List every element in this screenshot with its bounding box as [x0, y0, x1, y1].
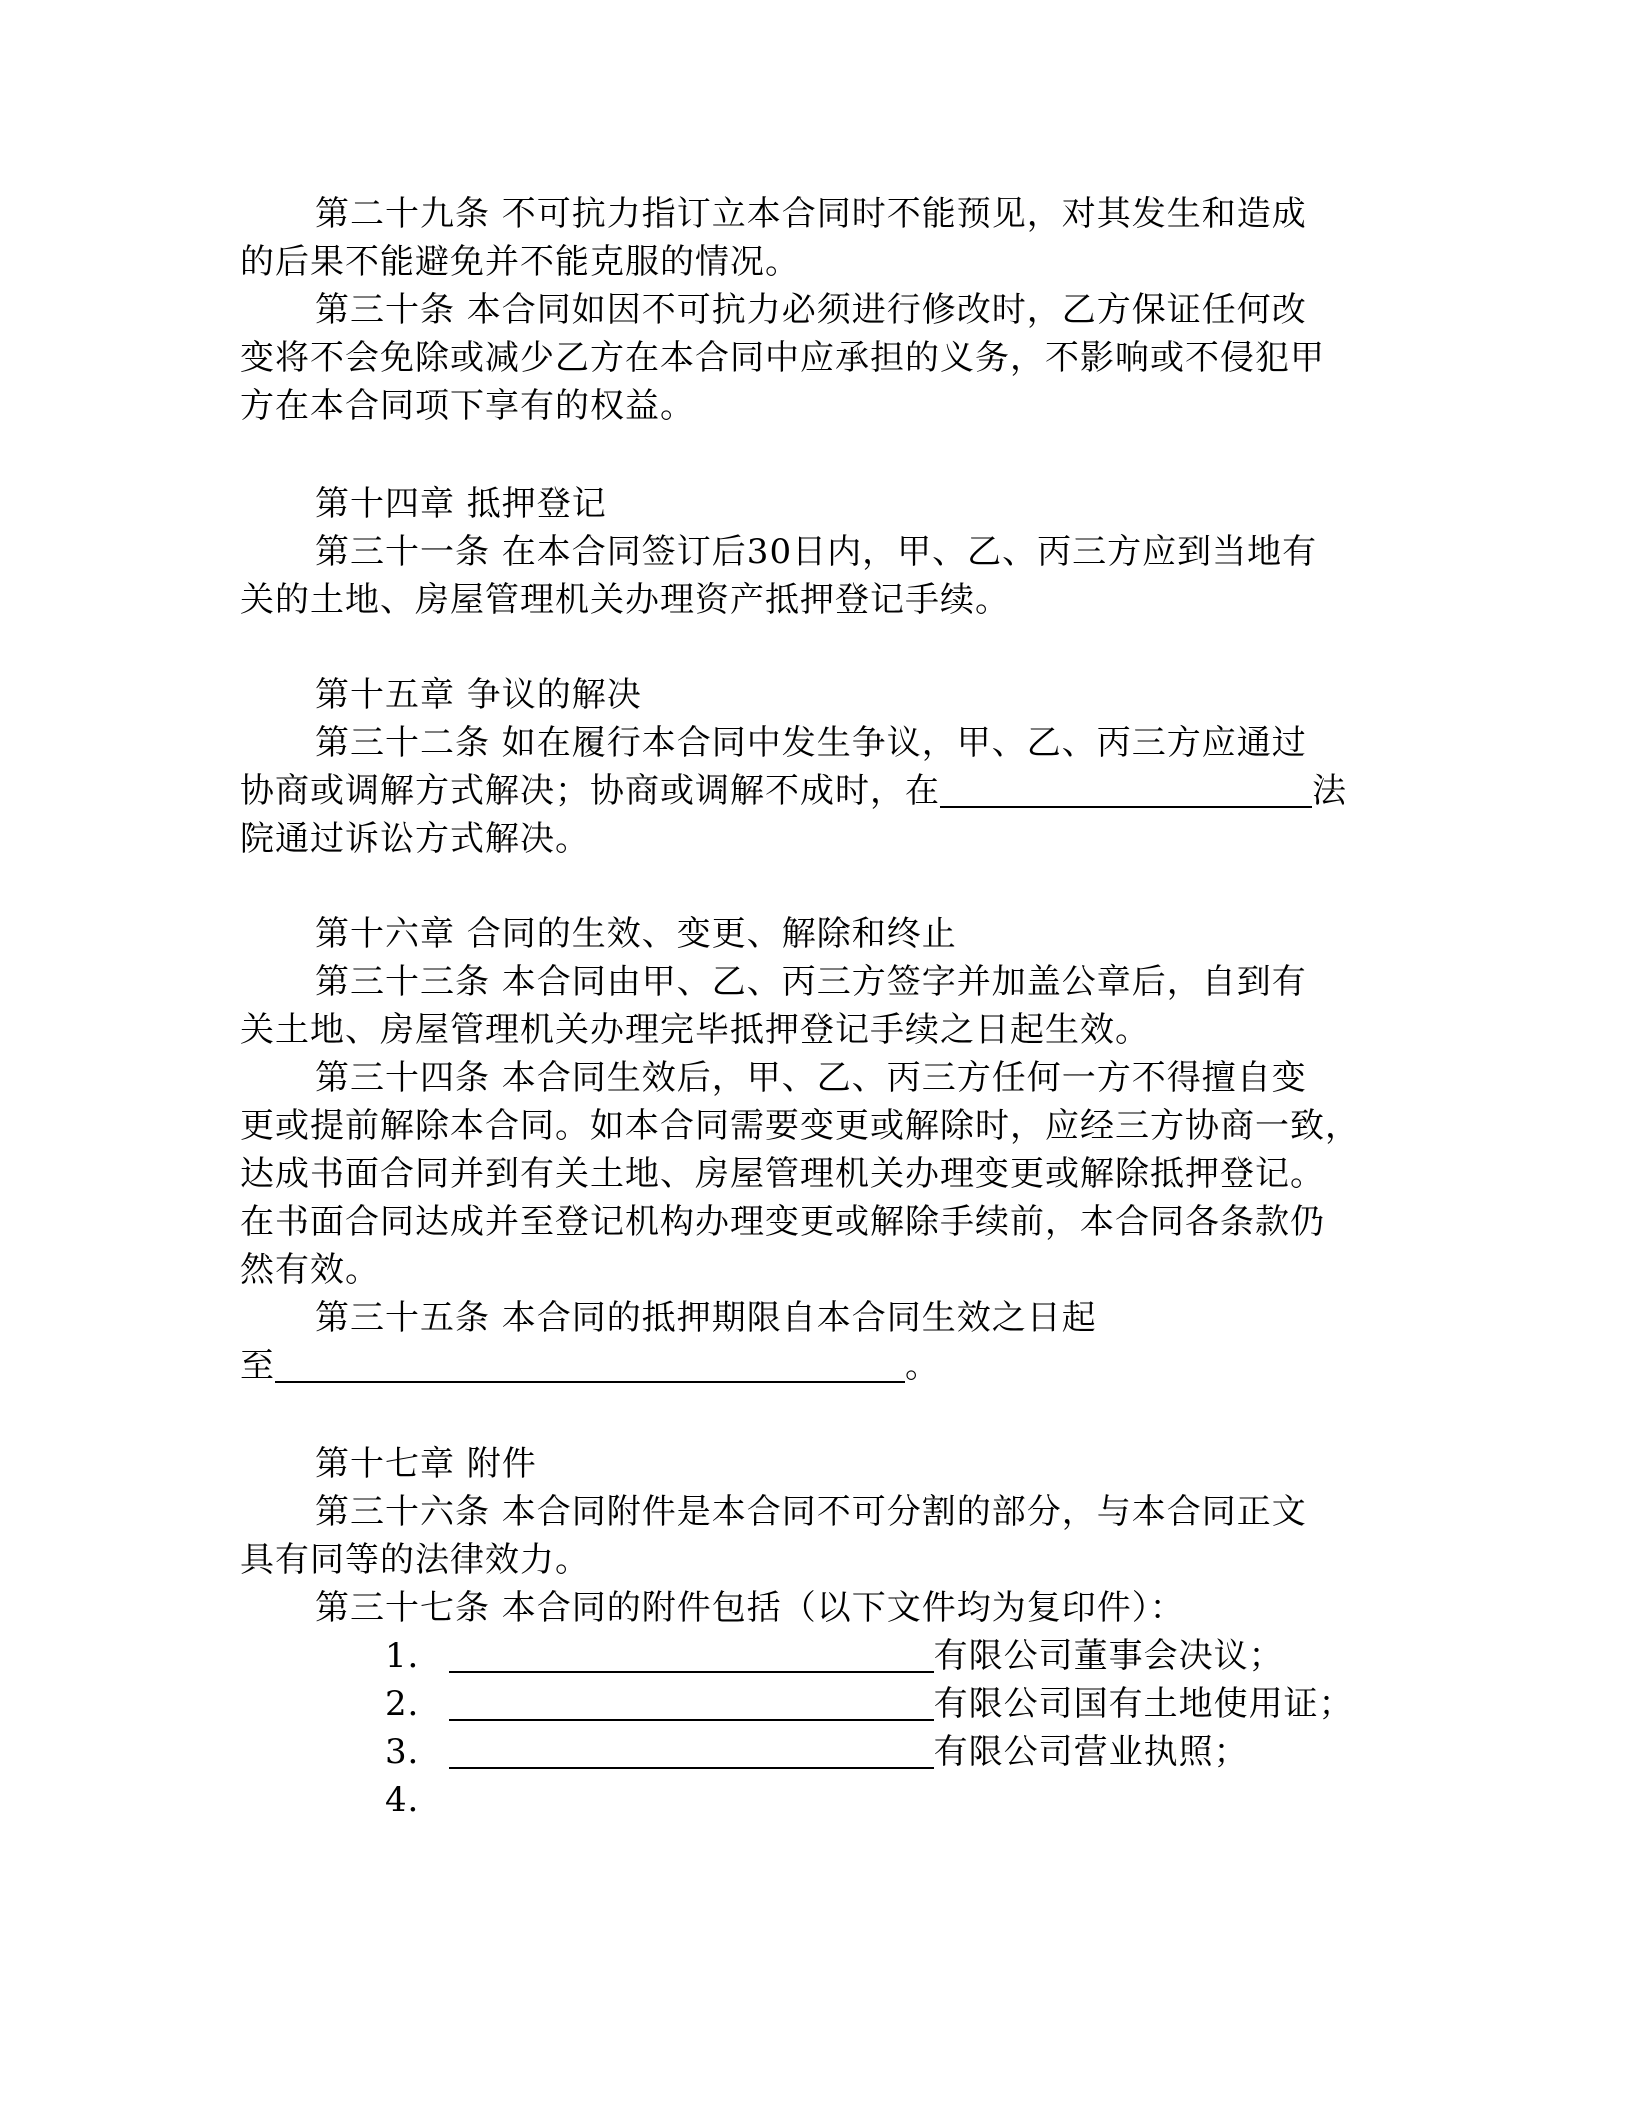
article-32-line-1: 第三十二条 如在履行本合同中发生争议，甲、乙、丙三方应通过	[315, 723, 1307, 763]
attachment-item-3-number: 3．	[385, 1732, 443, 1772]
article-30-line-3: 方在本合同项下享有的权益。	[240, 386, 695, 426]
article-34-line-5: 然有效。	[240, 1250, 380, 1290]
article-33-line-1: 第三十三条 本合同由甲、乙、丙三方签字并加盖公章后，自到有	[315, 962, 1307, 1002]
article-30-line-2: 变将不会免除或减少乙方在本合同中应承担的义务，不影响或不侵犯甲	[240, 338, 1325, 378]
attachment-item-2-text: 有限公司国有土地使用证；	[933, 1684, 1354, 1724]
court-name-blank[interactable]	[940, 770, 1312, 808]
chapter-16-heading: 第十六章 合同的生效、变更、解除和终止	[315, 914, 957, 954]
attachment-2-company-blank[interactable]	[449, 1683, 934, 1721]
article-34-line-4: 在书面合同达成并至登记机构办理变更或解除手续前，本合同各条款仍	[240, 1202, 1325, 1242]
attachment-item-2-number: 2．	[385, 1684, 443, 1724]
article-36-line-2: 具有同等的法律效力。	[240, 1540, 590, 1580]
article-35-line-2	[240, 1342, 1390, 1390]
chapter-14-heading: 第十四章 抵押登记	[315, 484, 607, 524]
article-35-line-1: 第三十五条 本合同的抵押期限自本合同生效之日起	[315, 1298, 1097, 1338]
article-34-line-2: 更或提前解除本合同。如本合同需要变更或解除时，应经三方协商一致，	[240, 1106, 1360, 1146]
article-34-line-3: 达成书面合同并到有关土地、房屋管理机关办理变更或解除抵押登记。	[240, 1154, 1325, 1194]
attachment-item-3-text: 有限公司营业执照；	[933, 1732, 1249, 1772]
article-29-line-1: 第二十九条 不可抗力指订立本合同时不能预见，对其发生和造成	[315, 194, 1307, 234]
attachment-item-4	[385, 1776, 1535, 1824]
attachment-3-company-blank[interactable]	[449, 1731, 934, 1769]
attachment-item-4-number: 4．	[385, 1780, 443, 1820]
article-31-line-2: 关的土地、房屋管理机关办理资产抵押登记手续。	[240, 580, 1010, 620]
article-36-line-1: 第三十六条 本合同附件是本合同不可分割的部分，与本合同正文	[315, 1492, 1307, 1532]
article-35-line-2-prefix: 至	[240, 1346, 275, 1386]
article-32-line-2-suffix: 法	[1312, 771, 1347, 811]
chapter-15-heading: 第十五章 争议的解决	[315, 675, 642, 715]
attachment-1-company-blank[interactable]	[449, 1635, 934, 1673]
mortgage-term-blank[interactable]	[275, 1345, 905, 1383]
article-29-line-2: 的后果不能避免并不能克服的情况。	[240, 242, 800, 282]
chapter-17-heading: 第十七章 附件	[315, 1444, 537, 1484]
attachment-item-1	[385, 1632, 1535, 1680]
article-30-line-1: 第三十条 本合同如因不可抗力必须进行修改时，乙方保证任何改	[315, 290, 1307, 330]
article-37-line-1: 第三十七条 本合同的附件包括（以下文件均为复印件）：	[315, 1588, 1185, 1628]
article-34-line-1: 第三十四条 本合同生效后，甲、乙、丙三方任何一方不得擅自变	[315, 1058, 1307, 1098]
attachment-item-3	[385, 1728, 1535, 1776]
attachment-item-1-number: 1．	[385, 1636, 443, 1676]
attachment-item-1-text: 有限公司董事会决议；	[933, 1636, 1284, 1676]
attachment-item-2	[385, 1680, 1535, 1728]
article-31-line-1: 第三十一条 在本合同签订后30日内，甲、乙、丙三方应到当地有	[315, 532, 1318, 572]
article-32-line-2	[240, 767, 1390, 815]
article-35-line-2-suffix: 。	[905, 1346, 940, 1386]
article-33-line-2: 关土地、房屋管理机关办理完毕抵押登记手续之日起生效。	[240, 1010, 1150, 1050]
article-32-line-3: 院通过诉讼方式解决。	[240, 819, 590, 859]
article-32-line-2-text: 协商或调解方式解决；协商或调解不成时，在	[240, 771, 940, 811]
